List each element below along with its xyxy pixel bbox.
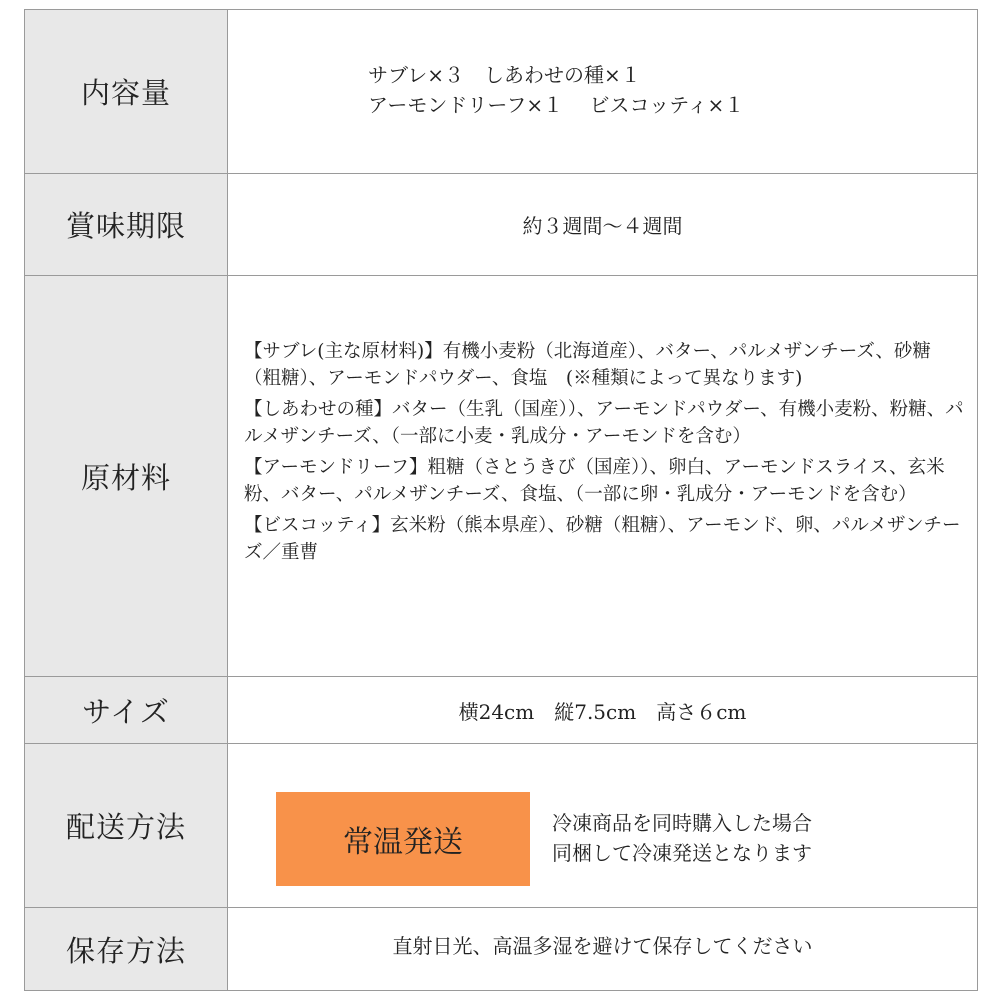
contents-cell [228, 10, 977, 173]
row-contents [25, 10, 977, 174]
ingredients-text [244, 338, 964, 570]
product-info-table [24, 9, 978, 991]
ingredients-cell [228, 276, 977, 676]
storage-value: 直射日光、高温多湿を避けて保存してください [392, 934, 813, 958]
ingredient-sable: 【サブレ(主な原材料)】有機小麦粉（北海道産）、バター、パルメザンチーズ、砂糖（粗糖）、アーモンドパウダー、食塩 (※種類によって異なります) [244, 341, 931, 389]
size-value: 横24cm 縦7.5cm 高さ６cm [458, 699, 747, 724]
contents-line-2: アーモンドリーフ×１ ビスコッティ×１ [368, 93, 745, 117]
label-contents: 内容量 [25, 10, 228, 173]
shipping-note-line-1: 冷凍商品を同時購入した場合 [552, 811, 812, 835]
label-size: サイズ [25, 677, 228, 743]
ingredient-biscotti: 【ビスコッティ】玄米粉（熊本県産）、砂糖（粗糖）、アーモンド、卵、パルメザンチーズ／重曹 [244, 515, 961, 563]
row-storage [25, 908, 977, 990]
row-ingredients [25, 276, 977, 677]
contents-text [368, 60, 744, 120]
label-shipping: 配送方法 [25, 744, 228, 907]
shipping-note [552, 808, 812, 868]
row-best-before [25, 174, 977, 276]
label-ingredients: 原材料 [25, 276, 228, 676]
shipping-method-badge: 常温発送 [276, 792, 530, 886]
best-before-value: 約３週間〜４週間 [522, 214, 683, 238]
ingredient-shiawase: 【しあわせの種】バター（生乳（国産））、アーモンドパウダー、有機小麦粉、粉糖、パルメザンチーズ、（一部に小麦・乳成分・アーモンドを含む） [244, 399, 964, 447]
shipping-note-line-2: 同梱して冷凍発送となります [552, 841, 812, 865]
label-best-before: 賞味期限 [25, 174, 228, 275]
shipping-cell [228, 744, 977, 907]
ingredient-almond-leaf: 【アーモンドリーフ】粗糖（さとうきび（国産））、卵白、アーモンドスライス、玄米粉、バター、パルメザンチーズ、食塩、（一部に卵・乳成分・アーモンドを含む） [244, 457, 945, 505]
row-size [25, 677, 977, 744]
contents-line-1: サブレ×３ しあわせの種×１ [368, 63, 641, 87]
label-storage: 保存方法 [25, 908, 228, 990]
row-shipping [25, 744, 977, 908]
